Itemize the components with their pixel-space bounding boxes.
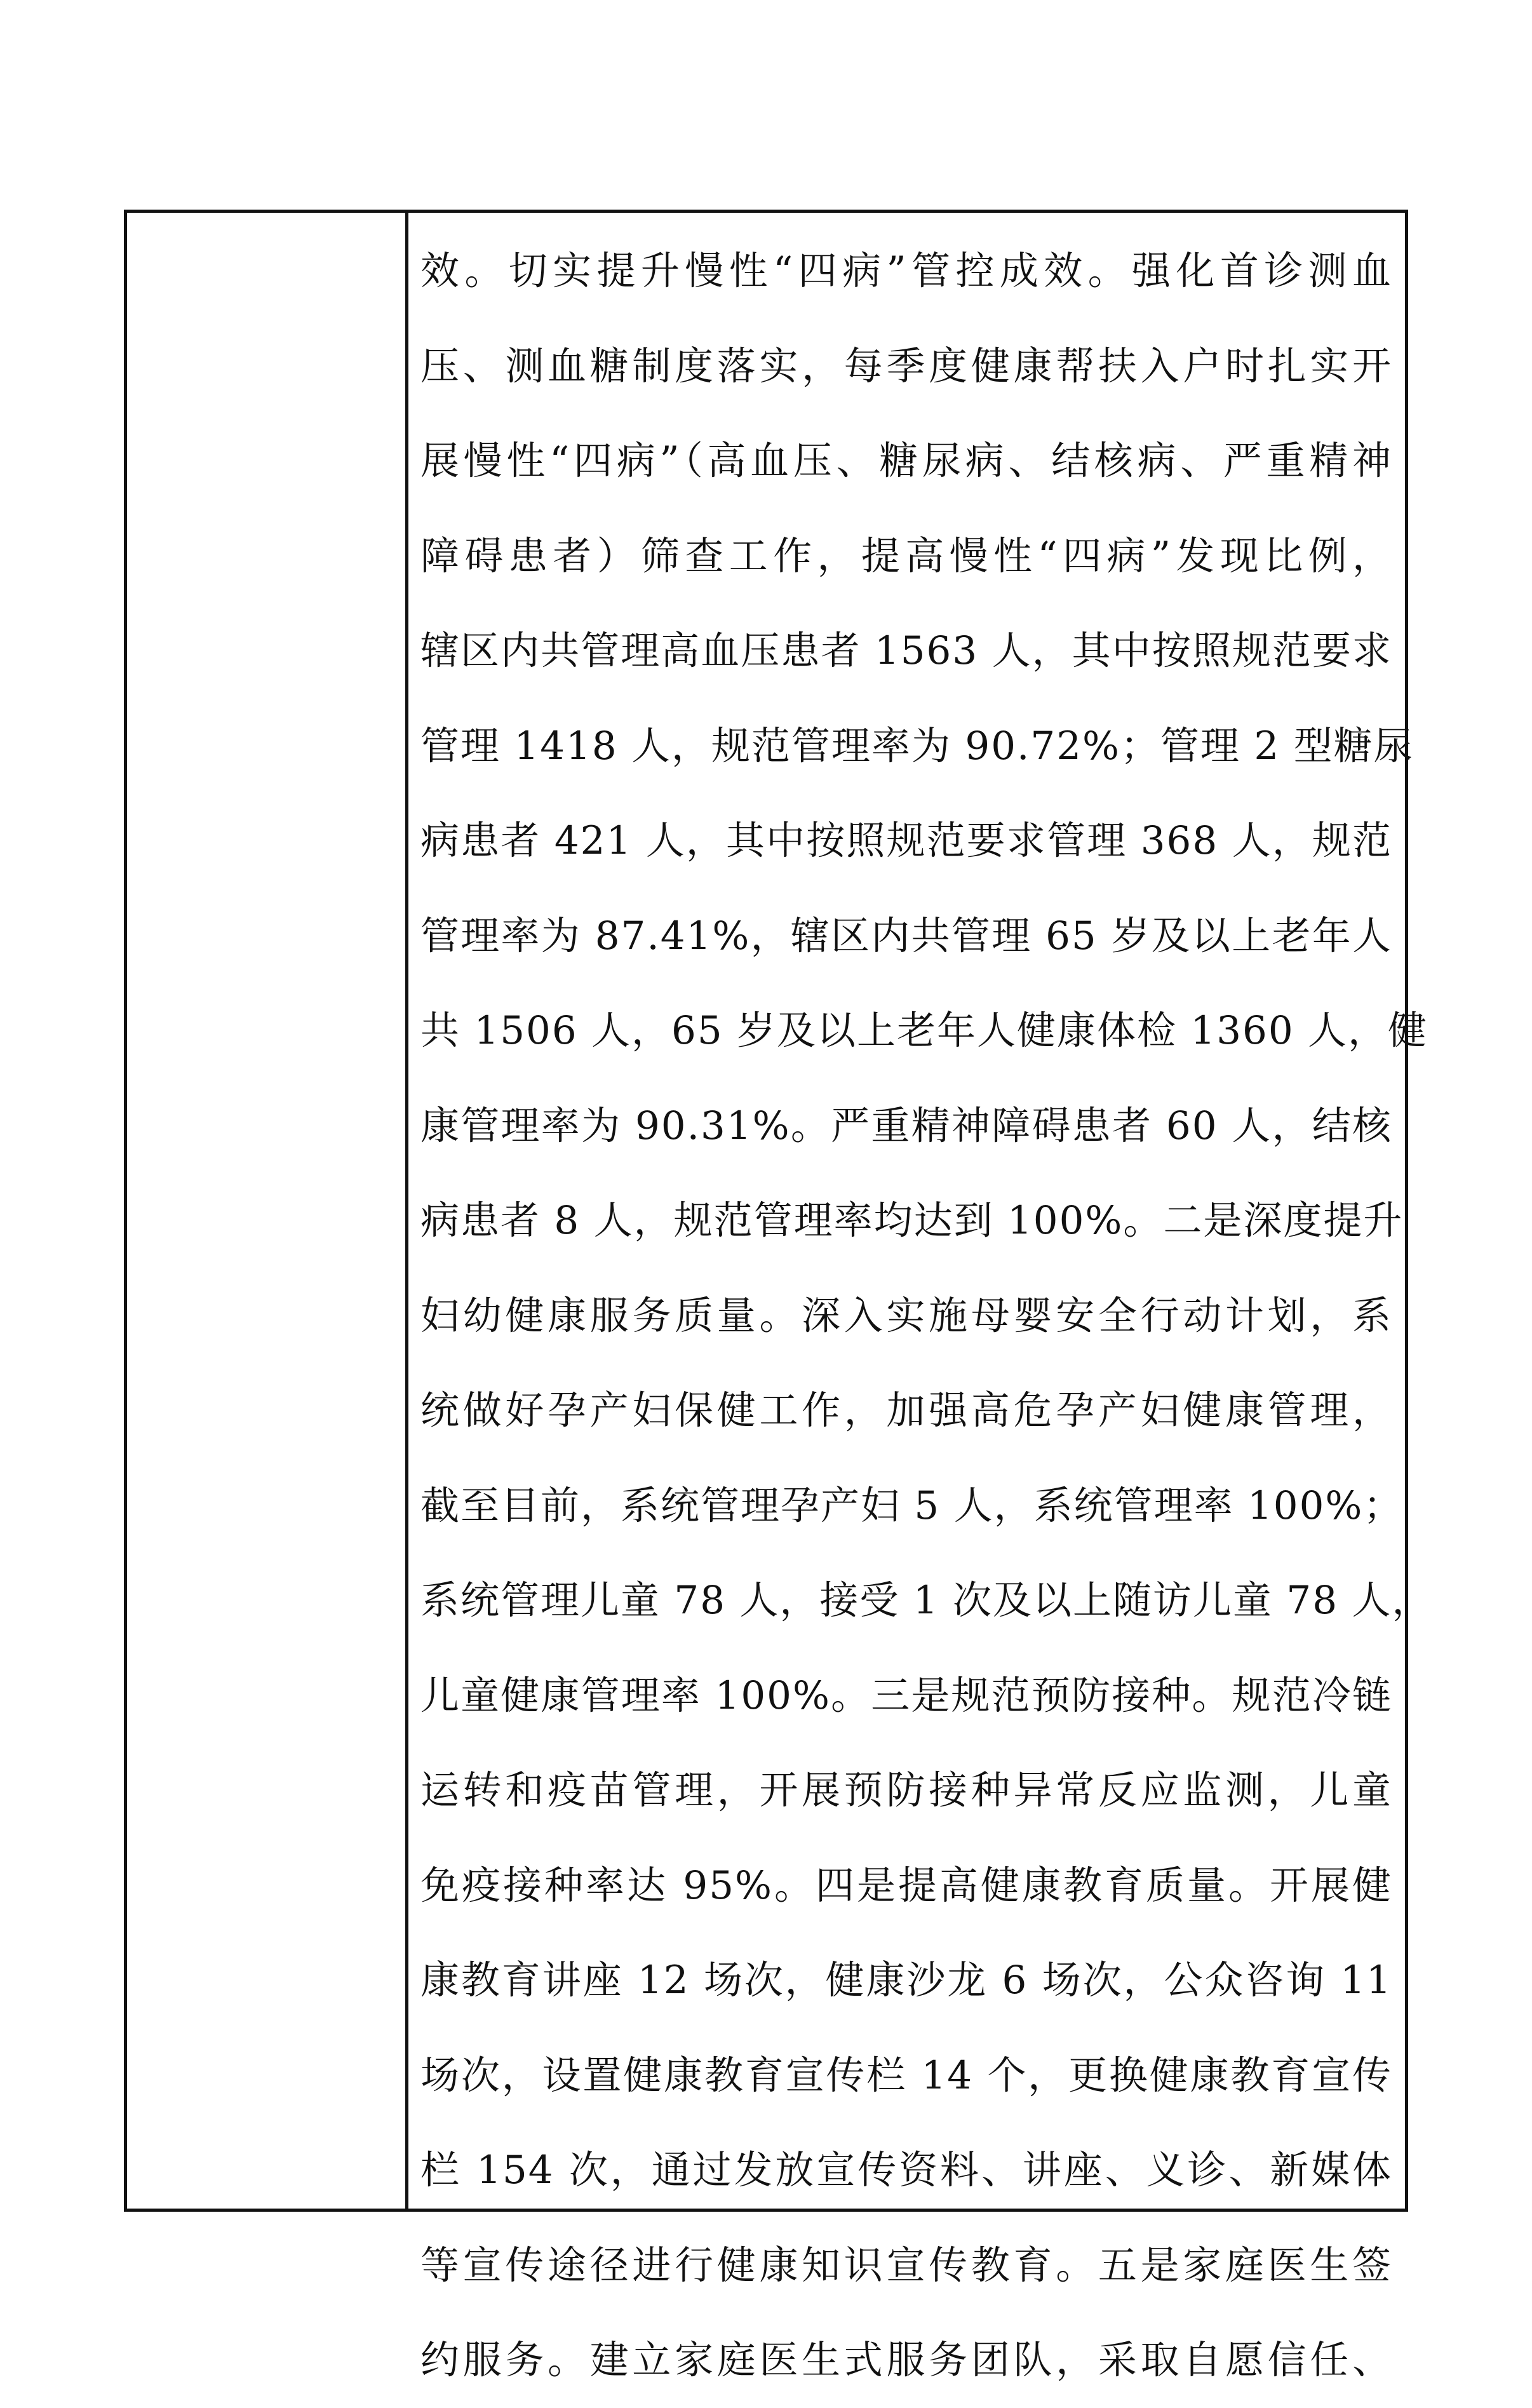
text-line: 儿童健康管理率 100%。三是规范预防接种。规范冷链 (420, 1672, 1392, 1718)
column-divider (405, 210, 408, 2212)
text-line: 辖区内共管理高血压患者 1563 人，其中按照规范要求 (420, 628, 1392, 673)
text-line: 免疫接种率达 95%。四是提高健康教育质量。开展健 (420, 1862, 1392, 1908)
text-line: 截至目前，系统管理孕产妇 5 人，系统管理率 100%； (420, 1483, 1404, 1528)
text-line: 康管理率为 90.31%。严重精神障碍患者 60 人，结核 (420, 1103, 1392, 1148)
text-line: 病患者 8 人，规范管理率均达到 100%。二是深度提升 (420, 1198, 1404, 1243)
text-line: 场次，设置健康教育宣传栏 14 个，更换健康教育宣传 (420, 2052, 1392, 2098)
text-line: 共 1506 人，65 岁及以上老年人健康体检 1360 人，健 (420, 1008, 1428, 1053)
text-line: 病患者 421 人，其中按照规范要求管理 368 人，规范 (420, 818, 1392, 863)
text-line: 系统管理儿童 78 人，接受 1 次及以上随访儿童 78 人， (420, 1578, 1432, 1623)
text-line: 约服务。建立家庭医生式服务团队，采取自愿信任、 (420, 2337, 1392, 2383)
text-line: 妇幼健康服务质量。深入实施母婴安全行动计划，系 (420, 1293, 1392, 1338)
text-line: 展慢性“四病”（高血压、糖尿病、结核病、严重精神 (420, 438, 1392, 483)
text-line: 压、测血糖制度落实，每季度健康帮扶入户时扎实开 (420, 343, 1392, 389)
text-line: 统做好孕产妇保健工作，加强高危孕产妇健康管理， (420, 1388, 1392, 1433)
content-cell (420, 224, 1432, 2383)
text-line: 运转和疫苗管理，开展预防接种异常反应监测，儿童 (420, 1768, 1392, 1813)
text-line: 障碍患者）筛查工作，提高慢性“四病”发现比例， (420, 533, 1392, 579)
left-column-cell (127, 213, 405, 2209)
text-line: 栏 154 次，通过发放宣传资料、讲座、义诊、新媒体 (420, 2148, 1392, 2193)
text-line: 管理率为 87.41%，辖区内共管理 65 岁及以上老年人 (420, 913, 1392, 958)
text-line: 管理 1418 人，规范管理率为 90.72%；管理 2 型糖尿 (420, 723, 1414, 769)
text-line: 效。切实提升慢性“四病”管控成效。强化首诊测血 (420, 248, 1392, 293)
text-line: 等宣传途径进行健康知识宣传教育。五是家庭医生签 (420, 2242, 1392, 2288)
text-line: 康教育讲座 12 场次，健康沙龙 6 场次，公众咨询 11 (420, 1958, 1392, 2003)
